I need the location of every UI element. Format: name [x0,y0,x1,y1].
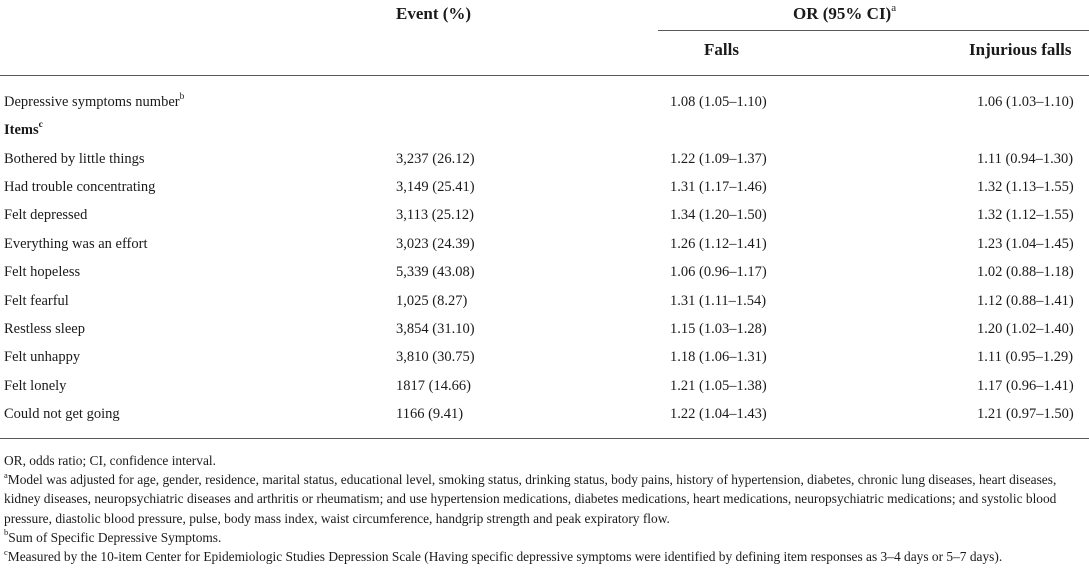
cell-falls-or: 1.15 (1.03–1.28) [670,321,767,337]
row-label: Felt fearful [4,293,69,309]
cell-event: 3,810 (30.75) [396,349,475,365]
cell-injurious-or: 1.32 (1.13–1.55) [977,179,1074,195]
row-label: Had trouble concentrating [4,179,156,195]
header-falls: Falls [704,40,739,59]
table-row [0,201,1089,229]
cell-falls-or: 1.26 (1.12–1.41) [670,236,767,252]
cell-falls-or: 1.31 (1.17–1.46) [670,179,767,195]
footnote-a-text: Model was adjusted for age, gender, residence, marital status, educational level, smoking status, drinking status, body pains, history of hypertension, diabetes, chronic lung diseases, heart diseases, kidney diseases, neuropsychiatric diseases and arthritis or rheumatism; and use hypertension medications, diabetes medications, heart medications, neuropsychiatric medications; and systolic blood pressure, diastolic blood pressure, pulse, body mass index, waist circumference, handgrip strength and peak expiratory flow. [4,472,1057,526]
cell-falls-or: 1.06 (0.96–1.17) [670,264,767,280]
footnote-c [4,547,1086,566]
row-label: Bothered by little things [4,151,145,167]
row-label: Felt lonely [4,378,67,394]
cell-event: 3,149 (25.41) [396,179,475,195]
row-label [4,88,184,116]
cell-event: 3,854 (31.10) [396,321,475,337]
cell-falls-or: 1.34 (1.20–1.50) [670,207,767,223]
cell-event: 3,113 (25.12) [396,207,474,223]
header-or-group-footnote-mark: a [891,2,897,15]
cell-event: 3,023 (24.39) [396,236,475,252]
table-row [0,400,1089,428]
table-row [0,372,1089,400]
cell-injurious-or: 1.06 (1.03–1.10) [977,94,1074,110]
footnote-b-mark: b [4,527,9,538]
row-label: Everything was an effort [4,236,148,252]
cell-injurious-or: 1.02 (0.88–1.18) [977,264,1074,280]
cell-injurious-or: 1.32 (1.12–1.55) [977,207,1074,223]
footnote-b [4,528,1086,547]
header-or-group-text: OR (95% CI) [793,4,892,23]
row-label: Felt unhappy [4,349,81,365]
table-row [0,145,1089,173]
cell-injurious-or: 1.20 (1.02–1.40) [977,321,1074,337]
cell-event: 1166 (9.41) [396,406,464,422]
table-row [0,343,1089,371]
cell-injurious-or: 1.11 (0.95–1.29) [977,349,1074,365]
table-footnotes [4,451,1086,566]
table-row [0,173,1089,201]
cell-event: 1,025 (8.27) [396,293,468,309]
table-section-row [0,116,1089,144]
table-row [0,230,1089,258]
cell-injurious-or: 1.23 (1.04–1.45) [977,236,1074,252]
cell-falls-or: 1.18 (1.06–1.31) [670,349,767,365]
footnote-abbreviations: OR, odds ratio; CI, confidence interval. [4,453,216,468]
table-row [0,88,1089,116]
cell-injurious-or: 1.11 (0.94–1.30) [977,151,1074,167]
header-or-group [793,4,896,24]
row-label: Felt depressed [4,207,88,223]
cell-falls-or: 1.22 (1.09–1.37) [670,151,767,167]
row-label: Could not get going [4,406,120,422]
cell-falls-or: 1.22 (1.04–1.43) [670,406,767,422]
footnote-c-text: Measured by the 10-item Center for Epidemiologic Studies Depression Scale (Having specific depressive symptoms were identified by defining item responses as 3–4 days or 5–7 days). [7,549,1003,565]
cell-falls-or: 1.21 (1.05–1.38) [670,378,767,394]
cell-event: 5,339 (43.08) [396,264,475,280]
section-label [4,116,43,144]
cell-injurious-or: 1.12 (0.88–1.41) [977,293,1074,309]
row-label-text: Depressive symptoms number [4,94,180,110]
cell-event: 3,237 (26.12) [396,151,475,167]
row-footnote-mark: b [179,92,185,103]
footnote-c-mark: c [4,546,8,557]
cell-injurious-or: 1.21 (0.97–1.50) [977,406,1074,422]
row-label: Felt hopeless [4,264,81,280]
header-event: Event (%) [396,4,472,23]
cell-event: 1817 (14.66) [396,378,471,394]
footnote-a [4,470,1086,528]
header-injurious-falls: Injurious falls [969,40,1072,59]
table-row [0,287,1089,315]
header-or-underline [658,30,1089,31]
cell-injurious-or: 1.17 (0.96–1.41) [977,378,1074,394]
table-bottom-rule [0,438,1089,439]
header-bottom-rule [0,75,1089,76]
table-row [0,315,1089,343]
cell-falls-or: 1.31 (1.11–1.54) [670,293,767,309]
table-row [0,258,1089,286]
cell-falls-or: 1.08 (1.05–1.10) [670,94,767,110]
footnote-b-text: Sum of Specific Depressive Symptoms. [8,529,222,545]
row-label: Restless sleep [4,321,85,337]
section-label-text: Items [4,122,39,138]
section-footnote-mark: c [38,120,43,131]
footnote-a-mark: a [4,469,8,480]
